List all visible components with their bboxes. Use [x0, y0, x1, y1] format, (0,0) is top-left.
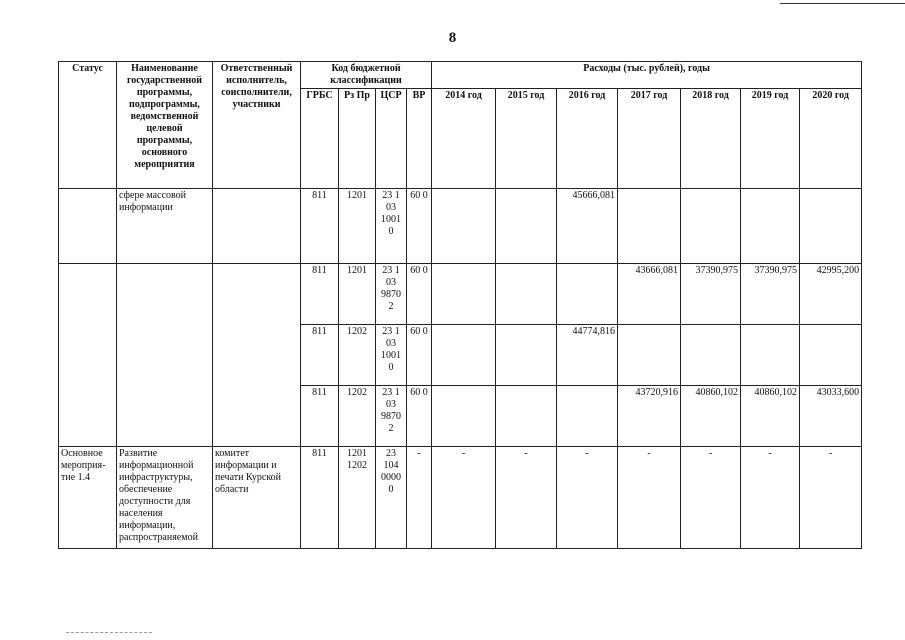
cell-2019: - — [741, 447, 800, 549]
cell-vr: - — [407, 447, 432, 549]
cell-2014 — [432, 386, 496, 447]
cell-name: сфере массовой информации — [117, 189, 213, 264]
cell-2018: - — [681, 447, 741, 549]
header-vr: ВР — [407, 89, 432, 189]
header-year: 2020 год — [800, 89, 862, 189]
cell-2015 — [496, 189, 557, 264]
page-number: 8 — [448, 30, 457, 46]
budget-table — [58, 61, 862, 549]
cell-2019: 40860,102 — [741, 386, 800, 447]
cell-2018 — [681, 325, 741, 386]
cell-rzpr: 1202 — [339, 325, 376, 386]
cell-rzpr: 1201 — [339, 264, 376, 325]
cell-2018 — [681, 189, 741, 264]
cell-2016 — [557, 264, 618, 325]
cell-2018: 40860,102 — [681, 386, 741, 447]
cell-vr: 60 0 — [407, 264, 432, 325]
cell-2017 — [618, 325, 681, 386]
header-year: 2015 год — [496, 89, 557, 189]
header-expenses: Расходы (тыс. рублей), годы — [432, 62, 862, 89]
cell-grbs: 811 — [301, 447, 339, 549]
cell-2018: 37390,975 — [681, 264, 741, 325]
cell-2015 — [496, 325, 557, 386]
cell-2014 — [432, 264, 496, 325]
cell-name: Развитие информационной инфраструктуры, обеспечение доступности для населения информации, распространяемой — [117, 447, 213, 549]
header-executor: Ответственный исполнитель, соисполнители, участники — [213, 62, 301, 189]
cell-2019 — [741, 189, 800, 264]
cell-2014: - — [432, 447, 496, 549]
cell-2020: 43033,600 — [800, 386, 862, 447]
cell-grbs: 811 — [301, 264, 339, 325]
header-year: 2019 год — [741, 89, 800, 189]
cell-csr: 23 104 0000 0 — [376, 447, 407, 549]
cell-2017 — [618, 189, 681, 264]
cell-executor — [213, 189, 301, 264]
cell-executor — [213, 264, 301, 447]
cell-2016 — [557, 386, 618, 447]
cell-csr: 23 1 03 9870 2 — [376, 386, 407, 447]
cell-rzpr: 1201 1202 — [339, 447, 376, 549]
cell-grbs: 811 — [301, 386, 339, 447]
header-budget-code: Код бюджетной классификации — [301, 62, 432, 89]
cell-csr: 23 1 03 9870 2 — [376, 264, 407, 325]
cell-vr: 60 0 — [407, 325, 432, 386]
header-year: 2014 год — [432, 89, 496, 189]
header-year: 2016 год — [557, 89, 618, 189]
cell-grbs: 811 — [301, 325, 339, 386]
cell-name — [117, 264, 213, 447]
cell-2015: - — [496, 447, 557, 549]
cell-2019: 37390,975 — [741, 264, 800, 325]
cell-rzpr: 1201 — [339, 189, 376, 264]
cell-rzpr: 1202 — [339, 386, 376, 447]
cell-executor: комитет информации и печати Курской области — [213, 447, 301, 549]
cell-2017: 43720,916 — [618, 386, 681, 447]
cell-2019 — [741, 325, 800, 386]
cell-2014 — [432, 325, 496, 386]
cell-2017: 43666,081 — [618, 264, 681, 325]
cell-csr: 23 1 03 1001 0 — [376, 189, 407, 264]
cell-status: Основное мероприя-тие 1.4 — [59, 447, 117, 549]
cell-2016: 44774,816 — [557, 325, 618, 386]
table-row — [59, 264, 862, 325]
cell-2016: - — [557, 447, 618, 549]
cell-csr: 23 1 03 1001 0 — [376, 325, 407, 386]
header-year: 2018 год — [681, 89, 741, 189]
cell-2020: - — [800, 447, 862, 549]
table-row — [59, 189, 862, 264]
header-status: Статус — [59, 62, 117, 189]
header-year: 2017 год — [618, 89, 681, 189]
cell-2020: 42995,200 — [800, 264, 862, 325]
cell-2020 — [800, 325, 862, 386]
cell-2020 — [800, 189, 862, 264]
header-grbs: ГРБС — [301, 89, 339, 189]
top-rule — [780, 3, 905, 4]
cell-status — [59, 189, 117, 264]
cell-2017: - — [618, 447, 681, 549]
header-csr: ЦСР — [376, 89, 407, 189]
table-row — [59, 447, 862, 549]
cell-2015 — [496, 264, 557, 325]
header-rzpr: Рз Пр — [339, 89, 376, 189]
cell-vr: 60 0 — [407, 386, 432, 447]
cell-2015 — [496, 386, 557, 447]
cell-vr: 60 0 — [407, 189, 432, 264]
scan-artifact — [66, 632, 152, 633]
cell-2014 — [432, 189, 496, 264]
cell-grbs: 811 — [301, 189, 339, 264]
cell-2016: 45666,081 — [557, 189, 618, 264]
cell-status — [59, 264, 117, 447]
header-name: Наименование государственной программы, подпрограммы, ведомственной целевой программы, основного мероприятия — [117, 62, 213, 189]
